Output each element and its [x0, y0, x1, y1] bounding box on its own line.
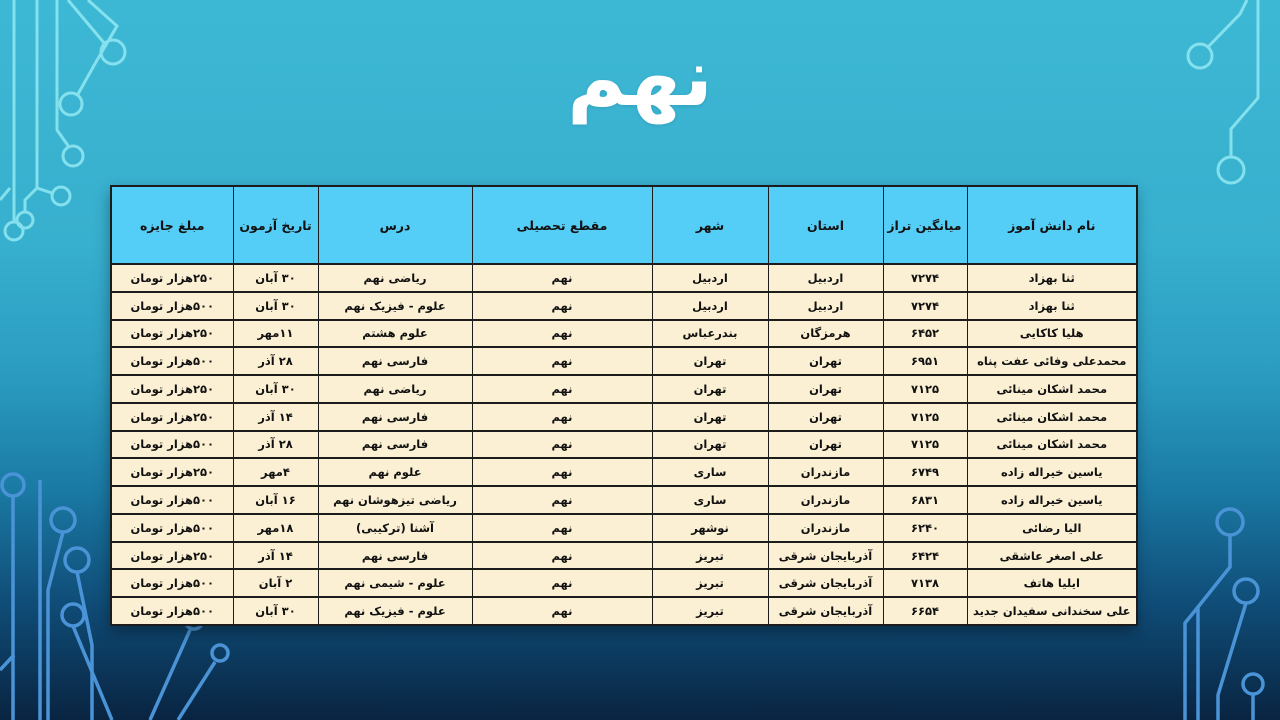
cell-province: آذربایجان شرقی: [768, 542, 883, 570]
cell-province: تهران: [768, 347, 883, 375]
cell-date: ۲۸ آذر: [233, 431, 318, 459]
results-table: [110, 185, 1138, 626]
cell-city: اردبیل: [652, 264, 768, 292]
cell-name: علی اصغر عاشقی: [967, 542, 1137, 570]
cell-date: ۳۰ آبان: [233, 264, 318, 292]
cell-prize: ۵۰۰هزار تومان: [111, 292, 233, 320]
cell-score: ۷۲۷۴: [883, 292, 967, 320]
cell-date: ۲۸ آذر: [233, 347, 318, 375]
cell-score: ۶۹۵۱: [883, 347, 967, 375]
column-header-level: مقطع تحصیلی: [472, 186, 652, 264]
column-header-name: نام دانش آموز: [967, 186, 1137, 264]
cell-name: یاسین خیراله زاده: [967, 458, 1137, 486]
cell-lesson: آشنا (ترکیبی): [318, 514, 472, 542]
cell-prize: ۵۰۰هزار تومان: [111, 597, 233, 625]
cell-name: محمد اشکان مینائی: [967, 431, 1137, 459]
slide-title: نهم: [567, 31, 713, 124]
cell-province: آذربایجان شرقی: [768, 569, 883, 597]
cell-province: هرمزگان: [768, 320, 883, 348]
cell-score: ۶۶۵۴: [883, 597, 967, 625]
table-row: [111, 486, 1137, 514]
cell-date: ۴مهر: [233, 458, 318, 486]
cell-prize: ۵۰۰هزار تومان: [111, 347, 233, 375]
cell-level: نهم: [472, 320, 652, 348]
table-row: [111, 458, 1137, 486]
cell-score: ۶۷۴۹: [883, 458, 967, 486]
cell-score: ۶۴۵۲: [883, 320, 967, 348]
cell-date: ۳۰ آبان: [233, 292, 318, 320]
cell-level: نهم: [472, 264, 652, 292]
cell-name: ثنا بهزاد: [967, 292, 1137, 320]
cell-lesson: علوم - فیزیک نهم: [318, 597, 472, 625]
results-table-container: [110, 185, 1136, 626]
cell-prize: ۲۵۰هزار تومان: [111, 403, 233, 431]
cell-level: نهم: [472, 458, 652, 486]
cell-lesson: علوم - فیزیک نهم: [318, 292, 472, 320]
cell-prize: ۲۵۰هزار تومان: [111, 458, 233, 486]
cell-lesson: فارسی نهم: [318, 347, 472, 375]
cell-name: یاسین خیراله زاده: [967, 486, 1137, 514]
cell-city: تبریز: [652, 542, 768, 570]
cell-prize: ۲۵۰هزار تومان: [111, 542, 233, 570]
cell-prize: ۲۵۰هزار تومان: [111, 264, 233, 292]
cell-name: محمد اشکان مینائی: [967, 375, 1137, 403]
cell-score: ۷۲۷۴: [883, 264, 967, 292]
cell-date: ۱۴ آذر: [233, 542, 318, 570]
cell-date: ۳۰ آبان: [233, 375, 318, 403]
cell-level: نهم: [472, 597, 652, 625]
table-row: [111, 347, 1137, 375]
cell-lesson: فارسی نهم: [318, 542, 472, 570]
cell-level: نهم: [472, 375, 652, 403]
cell-province: مازندران: [768, 514, 883, 542]
cell-name: ثنا بهزاد: [967, 264, 1137, 292]
cell-province: مازندران: [768, 486, 883, 514]
cell-prize: ۵۰۰هزار تومان: [111, 431, 233, 459]
table-row: [111, 403, 1137, 431]
cell-date: ۱۶ آبان: [233, 486, 318, 514]
cell-date: ۲ آبان: [233, 569, 318, 597]
cell-province: تهران: [768, 375, 883, 403]
cell-province: مازندران: [768, 458, 883, 486]
cell-date: ۱۴ آذر: [233, 403, 318, 431]
column-header-city: شهر: [652, 186, 768, 264]
cell-city: تهران: [652, 403, 768, 431]
cell-city: ساری: [652, 458, 768, 486]
column-header-date: تاریخ آزمون: [233, 186, 318, 264]
column-header-score: میانگین تراز: [883, 186, 967, 264]
cell-province: آذربایجان شرقی: [768, 597, 883, 625]
column-header-lesson: درس: [318, 186, 472, 264]
table-row: [111, 320, 1137, 348]
table-row: [111, 569, 1137, 597]
cell-city: اردبیل: [652, 292, 768, 320]
cell-level: نهم: [472, 514, 652, 542]
table-row: [111, 514, 1137, 542]
column-header-province: استان: [768, 186, 883, 264]
table-row: [111, 264, 1137, 292]
cell-name: محمدعلی وفائی عفت پناه: [967, 347, 1137, 375]
cell-city: ساری: [652, 486, 768, 514]
cell-score: ۷۱۲۵: [883, 375, 967, 403]
table-row: [111, 375, 1137, 403]
cell-prize: ۵۰۰هزار تومان: [111, 514, 233, 542]
cell-date: ۳۰ آبان: [233, 597, 318, 625]
cell-score: ۶۴۲۴: [883, 542, 967, 570]
cell-score: ۷۱۳۸: [883, 569, 967, 597]
cell-score: ۶۲۴۰: [883, 514, 967, 542]
cell-city: تبریز: [652, 597, 768, 625]
cell-level: نهم: [472, 403, 652, 431]
cell-province: تهران: [768, 403, 883, 431]
cell-lesson: ریاضی تیزهوشان نهم: [318, 486, 472, 514]
cell-city: تبریز: [652, 569, 768, 597]
cell-lesson: علوم هشتم: [318, 320, 472, 348]
table-row: [111, 597, 1137, 625]
cell-lesson: فارسی نهم: [318, 431, 472, 459]
table-header-row: [111, 186, 1137, 264]
cell-level: نهم: [472, 347, 652, 375]
cell-level: نهم: [472, 486, 652, 514]
cell-score: ۷۱۲۵: [883, 403, 967, 431]
cell-province: تهران: [768, 431, 883, 459]
column-header-prize: مبلغ جایزه: [111, 186, 233, 264]
results-table-body: [111, 264, 1137, 625]
cell-prize: ۵۰۰هزار تومان: [111, 569, 233, 597]
cell-level: نهم: [472, 292, 652, 320]
table-row: [111, 542, 1137, 570]
cell-lesson: ریاضی نهم: [318, 264, 472, 292]
cell-city: تهران: [652, 347, 768, 375]
cell-date: ۱۸مهر: [233, 514, 318, 542]
cell-lesson: فارسی نهم: [318, 403, 472, 431]
cell-date: ۱۱مهر: [233, 320, 318, 348]
cell-name: علی سخندانی سفیدان جدید: [967, 597, 1137, 625]
cell-lesson: علوم نهم: [318, 458, 472, 486]
cell-name: الیا رضائی: [967, 514, 1137, 542]
cell-city: نوشهر: [652, 514, 768, 542]
cell-level: نهم: [472, 431, 652, 459]
cell-level: نهم: [472, 569, 652, 597]
cell-province: اردبیل: [768, 292, 883, 320]
cell-name: ایلیا هاتف: [967, 569, 1137, 597]
cell-city: تهران: [652, 431, 768, 459]
cell-name: هلیا کاکایی: [967, 320, 1137, 348]
cell-level: نهم: [472, 542, 652, 570]
table-row: [111, 431, 1137, 459]
cell-prize: ۲۵۰هزار تومان: [111, 320, 233, 348]
cell-score: ۷۱۲۵: [883, 431, 967, 459]
cell-city: بندرعباس: [652, 320, 768, 348]
cell-prize: ۲۵۰هزار تومان: [111, 375, 233, 403]
cell-lesson: علوم - شیمی نهم: [318, 569, 472, 597]
cell-province: اردبیل: [768, 264, 883, 292]
cell-score: ۶۸۳۱: [883, 486, 967, 514]
cell-city: تهران: [652, 375, 768, 403]
cell-prize: ۵۰۰هزار تومان: [111, 486, 233, 514]
cell-lesson: ریاضی نهم: [318, 375, 472, 403]
table-row: [111, 292, 1137, 320]
cell-name: محمد اشکان مینائی: [967, 403, 1137, 431]
